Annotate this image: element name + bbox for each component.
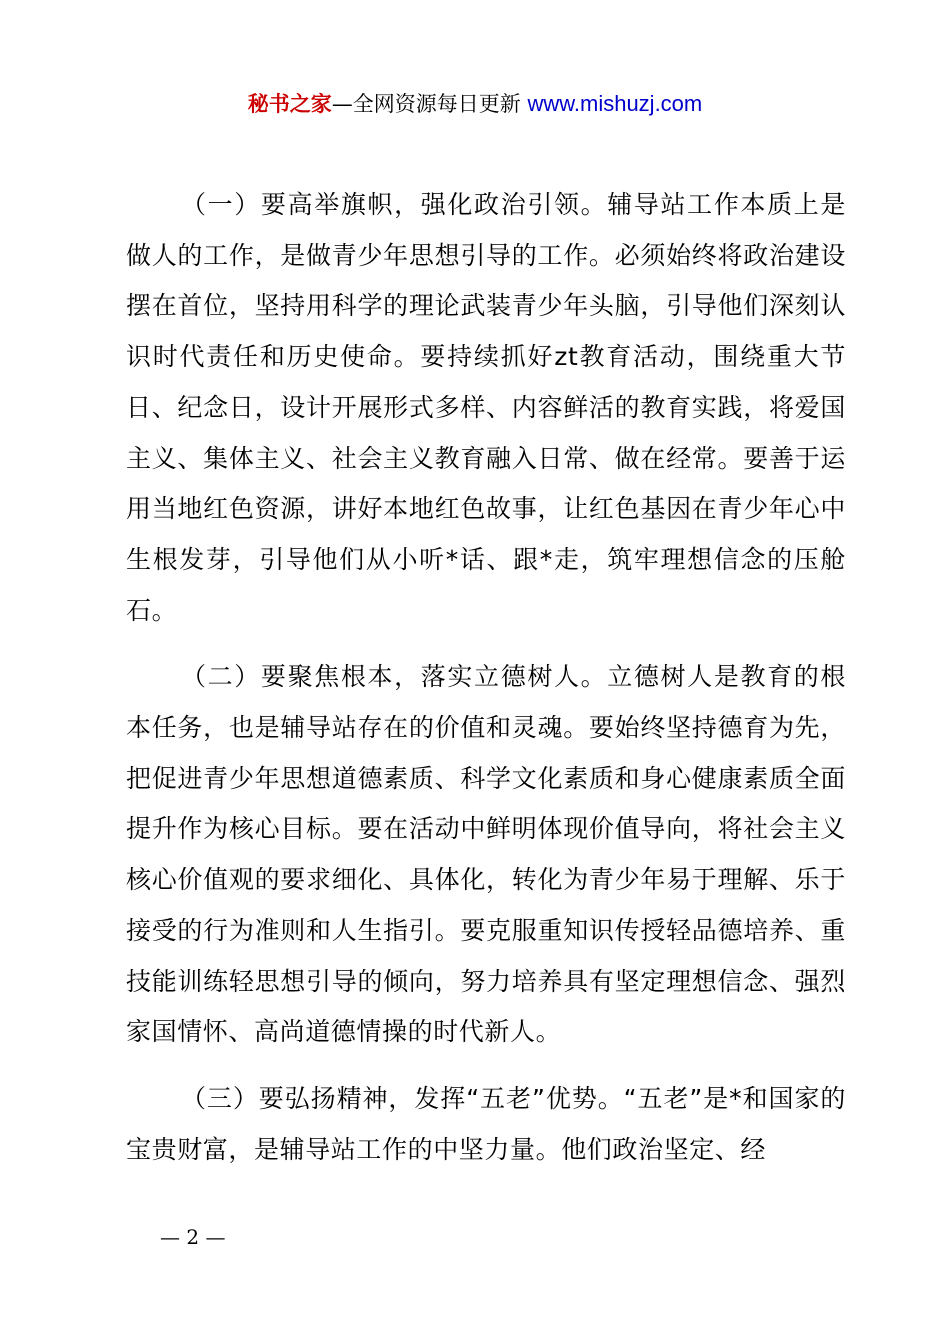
- header-tagline: —全网资源每日更新: [331, 92, 528, 116]
- site-link[interactable]: www.mishuzj.com: [527, 91, 703, 116]
- brand-name: 秘书之家: [247, 92, 332, 116]
- page-number: — 2 —: [160, 1225, 226, 1249]
- paragraph-3: （三）要弘扬精神，发挥“五老”优势。“五老”是*和国家的宝贵财富，是辅导站工作的中坚力量。他们政治坚定、经: [126, 1083, 846, 1164]
- paragraph-1: （一）要高举旗帜，强化政治引领。辅导站工作本质上是做人的工作，是做青少年思想引导的工作。必须始终将政治建设摆在首位，坚持用科学的理论武装青少年头脑，引导他们深刻认识时代责任和历史使命。要持续抓好zt教育活动，围绕重大节日、纪念日，设计开展形式多样、内容鲜活的教育实践，将爱国主义、集体主义、社会主义教育融入日常、做在经常。要善于运用当地红色资源，讲好本地红色故事，让红色基因在青少年心中生根发芽，引导他们从小听*话、跟*走，筑牢理想信念的压舱石。: [126, 190, 846, 625]
- paragraph-2: （二）要聚焦根本，落实立德树人。立德树人是教育的根本任务，也是辅导站存在的价值和灵魂。要始终坚持德育为先，把促进青少年思想道德素质、科学文化素质和身心健康素质全面提升作为核心目标。要在活动中鲜明体现价值导向，将社会主义核心价值观的要求细化、具体化，转化为青少年易于理解、乐于接受的行为准则和人生指引。要克服重知识传授轻品德培养、重技能训练轻思想引导的倾向，努力培养具有坚定理想信念、强烈家国情怀、高尚道德情操的时代新人。: [126, 662, 846, 1047]
- page-header: [0, 84, 950, 124]
- document-body: [126, 180, 846, 1191]
